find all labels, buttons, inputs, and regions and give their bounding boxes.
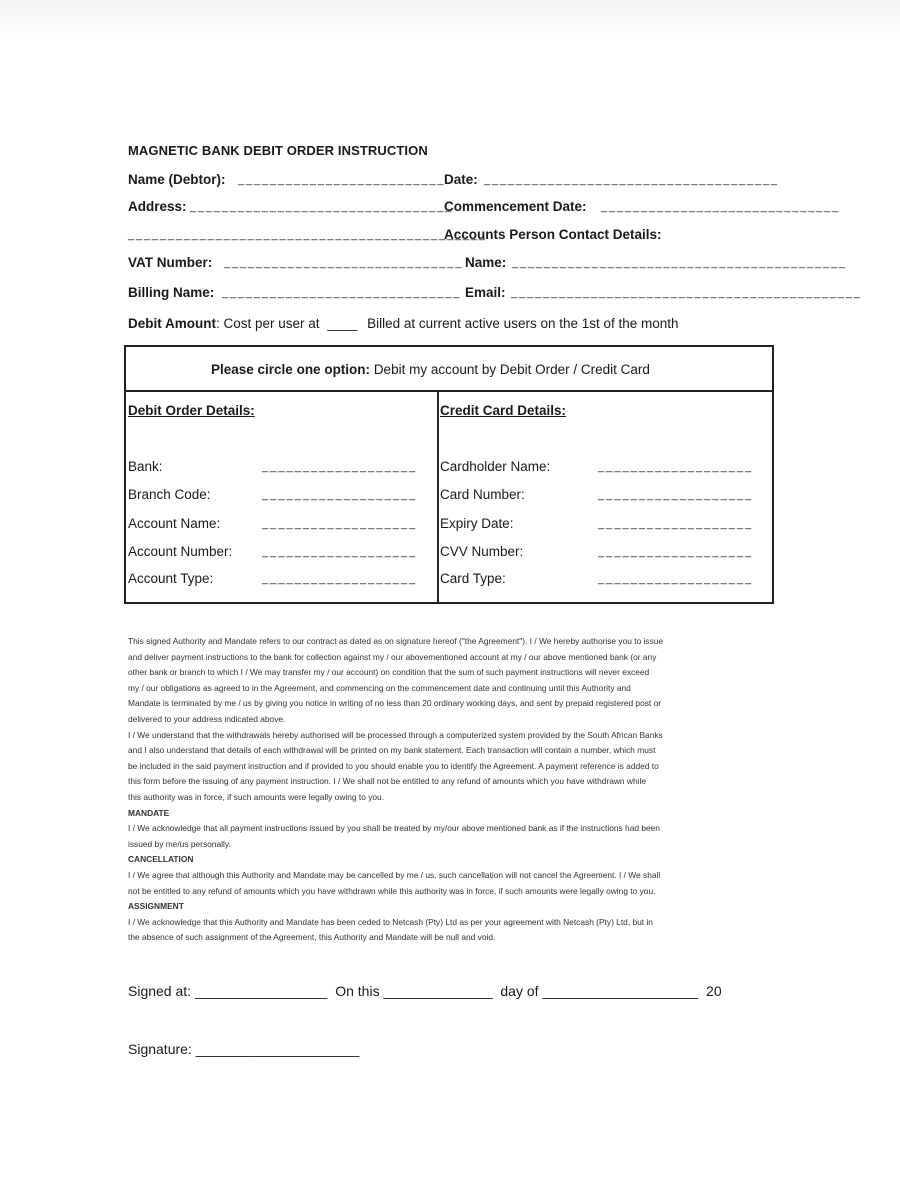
payment-option-box (124, 345, 774, 604)
signed-at-row (128, 983, 722, 999)
cvv-number-field[interactable]: _ _ _ _ _ _ _ _ _ _ _ _ _ _ _ _ _ _ _ (598, 546, 751, 558)
on-this-label: On this (335, 983, 380, 999)
email-label: Email: (465, 285, 506, 300)
email-field[interactable]: _ _ _ _ _ _ _ _ _ _ _ _ _ _ _ _ _ _ _ _ _ _ _ _ _ _ _ _ _ _ _ _ _ _ _ _ _ _ _ _ _ _ _ _ (511, 287, 860, 299)
legal-line: I / We acknowledge that this Authority and Mandate has been ceded to Netcash (Pty) Ltd as per your agreement with Netcash (Pty) Ltd, but in (128, 916, 653, 927)
cardholder-name-field[interactable]: _ _ _ _ _ _ _ _ _ _ _ _ _ _ _ _ _ _ _ (598, 461, 751, 473)
cardholder-name-label: Cardholder Name: (440, 459, 551, 474)
cost-per-user-field[interactable]: ____ (327, 316, 358, 331)
signed-at-field[interactable]: _________________ (194, 983, 328, 999)
card-number-field[interactable]: _ _ _ _ _ _ _ _ _ _ _ _ _ _ _ _ _ _ _ (598, 489, 751, 501)
assignment-heading: ASSIGNMENT (128, 901, 184, 912)
mandate-heading: MANDATE (128, 807, 170, 818)
legal-line: be included in the said payment instruction and if provided to you should enable you to identify the Agreement. A payment reference is added to (128, 760, 659, 771)
legal-line: other bank or branch to which I / We may transfer my / our account) on condition that the sum of such payment instructions will never exceed (128, 667, 650, 678)
circle-option-prompt: Please circle one option: (211, 362, 371, 377)
debit-amount-text: : Cost per user at (216, 316, 320, 331)
debit-amount-row (128, 316, 679, 331)
legal-line: this authority was in force, if such amounts were legally owing to you. (128, 791, 385, 802)
legal-line: I / We acknowledge that all payment instructions issued by you shall be treated by my/our above mentioned bank as if the instructions had been (128, 823, 660, 834)
billing-note: Billed at current active users on the 1st of the month (367, 316, 679, 331)
address-continued-field[interactable]: _ _ _ _ _ _ _ _ _ _ _ _ _ _ _ _ _ _ _ _ _ _ _ _ _ _ _ _ _ _ _ _ _ _ _ _ _ _ _ _ _ _ _ _ _ (128, 229, 485, 241)
account-name-field[interactable]: _ _ _ _ _ _ _ _ _ _ _ _ _ _ _ _ _ _ _ (262, 518, 415, 530)
account-type-label: Account Type: (128, 571, 214, 586)
on-this-field[interactable]: ______________ (383, 983, 493, 999)
date-label: Date: (444, 172, 478, 187)
card-number-label: Card Number: (440, 487, 525, 502)
account-name-label: Account Name: (128, 516, 221, 531)
branch-code-label: Branch Code: (128, 487, 211, 502)
date-field[interactable]: _ _ _ _ _ _ _ _ _ _ _ _ _ _ _ _ _ _ _ _ _ _ _ _ _ _ _ _ _ _ _ _ _ _ _ _ _ (484, 174, 777, 186)
branch-code-field[interactable]: _ _ _ _ _ _ _ _ _ _ _ _ _ _ _ _ _ _ _ (262, 489, 415, 501)
debit-order-heading: Debit Order Details: (128, 403, 255, 418)
billing-name-field[interactable]: _ _ _ _ _ _ _ _ _ _ _ _ _ _ _ _ _ _ _ _ _ _ _ _ _ _ _ _ _ _ (222, 287, 459, 299)
signature-label: Signature: (128, 1041, 192, 1057)
expiry-date-label: Expiry Date: (440, 516, 514, 531)
legal-line: I / We understand that the withdrawals hereby authorised will be processed through a computerized system provided by the South African Banks (128, 729, 663, 740)
legal-line: the absence of such assignment of the Agreement, this Authority and Mandate will be null and void. (128, 932, 496, 943)
account-type-field[interactable]: _ _ _ _ _ _ _ _ _ _ _ _ _ _ _ _ _ _ _ (262, 573, 415, 585)
name-debtor-field[interactable]: _ _ _ _ _ _ _ _ _ _ _ _ _ _ _ _ _ _ _ _ _ _ _ _ _ _ (238, 174, 443, 186)
signed-at-label: Signed at: (128, 983, 192, 999)
legal-line: this form before the issuing of any payment instruction. I / We shall not be entitled to any refund of amounts which you have withdrawn while (128, 776, 646, 787)
vat-number-field[interactable]: _ _ _ _ _ _ _ _ _ _ _ _ _ _ _ _ _ _ _ _ _ _ _ _ _ _ _ _ _ _ (224, 257, 461, 269)
legal-line: and I also understand that details of each withdrawal will be printed on my bank statement. Each transaction will contain a number, which must (128, 745, 656, 756)
signature-field[interactable]: _____________________ (195, 1041, 360, 1057)
column-divider (437, 392, 439, 604)
legal-line: delivered to your address indicated above. (128, 713, 286, 724)
cvv-number-label: CVV Number: (440, 544, 524, 559)
day-of-field[interactable]: ____________________ (542, 983, 699, 999)
legal-terms (128, 634, 776, 946)
vat-number-label: VAT Number: (128, 255, 213, 270)
contact-name-label: Name: (465, 255, 507, 270)
commencement-date-field[interactable]: _ _ _ _ _ _ _ _ _ _ _ _ _ _ _ _ _ _ _ _ _ _ _ _ _ _ _ _ _ _ (601, 201, 838, 213)
legal-line: and deliver payment instructions to the bank for collection against my / our abovementioned account at my / our above mentioned bank (or any (128, 651, 657, 662)
bank-field[interactable]: _ _ _ _ _ _ _ _ _ _ _ _ _ _ _ _ _ _ _ (262, 461, 415, 473)
day-of-label: day of (500, 983, 539, 999)
year-prefix: 20 (706, 983, 722, 999)
card-type-field[interactable]: _ _ _ _ _ _ _ _ _ _ _ _ _ _ _ _ _ _ _ (598, 573, 751, 585)
credit-card-heading: Credit Card Details: (440, 403, 567, 418)
form-title: MAGNETIC BANK DEBIT ORDER INSTRUCTION (128, 143, 428, 158)
payment-options-text[interactable]: Debit my account by Debit Order / Credit Card (373, 362, 650, 377)
name-debtor-label: Name (Debtor): (128, 172, 226, 187)
cancellation-heading: CANCELLATION (128, 854, 194, 865)
commencement-date-label: Commencement Date: (444, 199, 587, 214)
bank-label: Bank: (128, 459, 163, 474)
address-label: Address: (128, 199, 187, 214)
address-field[interactable]: _ _ _ _ _ _ _ _ _ _ _ _ _ _ _ _ _ _ _ _ _ _ _ _ _ _ _ _ _ _ _ _ _ (190, 201, 451, 213)
payment-option-header (126, 347, 772, 392)
contact-name-field[interactable]: _ _ _ _ _ _ _ _ _ _ _ _ _ _ _ _ _ _ _ _ _ _ _ _ _ _ _ _ _ _ _ _ _ _ _ _ _ _ _ _ _ _ (512, 257, 845, 269)
signature-row (128, 1041, 359, 1057)
payment-option-row (211, 362, 650, 377)
account-number-field[interactable]: _ _ _ _ _ _ _ _ _ _ _ _ _ _ _ _ _ _ _ (262, 546, 415, 558)
billing-name-label: Billing Name: (128, 285, 215, 300)
legal-line: Mandate is terminated by me / us by giving you notice in writing of no less than 20 ordinary working days, and sent by prepaid registered post or (128, 698, 662, 709)
legal-line: not be entitled to any refund of amounts which you have withdrawn while this authority was in force, if such amounts were legally owing to you. (128, 885, 656, 896)
legal-line: issued by me/us personally. (128, 838, 231, 849)
legal-line: I / We agree that although this Authority and Mandate may be cancelled by me / us, such cancellation will not cancel the Agreement. I / We shall (128, 869, 661, 880)
legal-line: my / our obligations as agreed to in the Agreement, and commencing on the commencement date and continuing until this Authority and (128, 682, 631, 693)
card-type-label: Card Type: (440, 571, 506, 586)
accounts-contact-heading: Accounts Person Contact Details: (444, 227, 662, 242)
account-number-label: Account Number: (128, 544, 233, 559)
debit-amount-label: Debit Amount (128, 316, 216, 331)
legal-line: This signed Authority and Mandate refers to our contract as dated as on signature hereof ("the Agreement"). I / We hereby authorise you to issue (128, 636, 664, 646)
expiry-date-field[interactable]: _ _ _ _ _ _ _ _ _ _ _ _ _ _ _ _ _ _ _ (598, 518, 751, 530)
